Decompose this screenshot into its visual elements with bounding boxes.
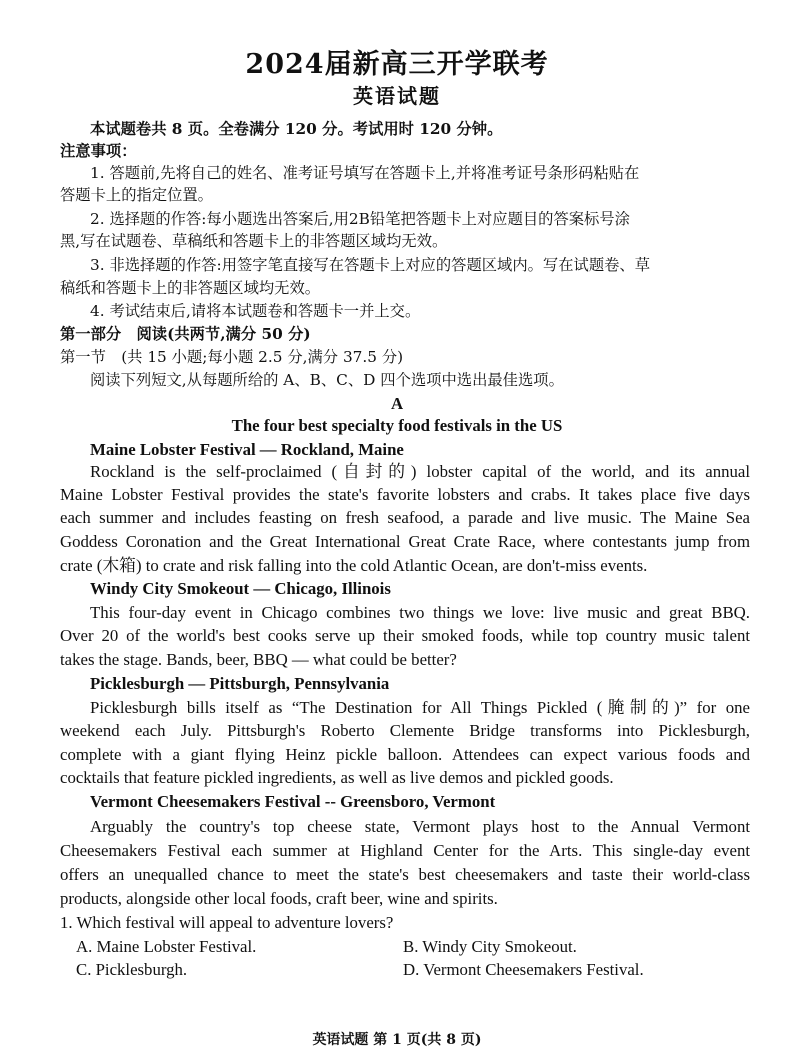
paragraph-line: This four-day event in Chicago combines two things we love: live music and great BBQ. xyxy=(90,603,750,622)
notice-line: 3. 非选择题的作答:用签字笔直接写在答题卡上对应的答题区域内。写在试题卷、草 xyxy=(90,256,651,274)
notice-line: 黑,写在试题卷、草稿纸和答题卡上的非答题区域均无效。 xyxy=(60,232,448,250)
notice-heading: 注意事项： xyxy=(60,142,137,160)
paragraph-line: offers an unequalled chance to meet the state's best cheesemakers and taste their world-class xyxy=(60,865,750,884)
notice-line: 4. 考试结束后,请将本试题卷和答题卡一并上交。 xyxy=(90,302,421,320)
paragraph-line: each summer and includes feasting on fresh seafood, a parade and live music. The Maine Sea xyxy=(60,508,750,527)
paragraph-line: Picklesburgh bills itself as “The Destination for All Things Pickled (腌制的)” for one xyxy=(90,698,750,717)
festival-heading: Picklesburgh — Pittsburgh, Pennsylvania xyxy=(90,674,390,693)
part-heading: 第一部分 阅读(共两节,满分 50 分) xyxy=(60,325,311,343)
option-b: B. Windy City Smokeout. xyxy=(403,937,577,956)
option-d: D. Vermont Cheesemakers Festival. xyxy=(403,960,644,979)
section-instruction: 阅读下列短文,从每题所给的 A、B、C、D 四个选项中选出最佳选项。 xyxy=(90,371,564,389)
option-a: A. Maine Lobster Festival. xyxy=(76,937,257,956)
paragraph-line: Cheesemakers Festival each summer at Highland Center for the Arts. This single-day event xyxy=(60,841,750,860)
paragraph-line: Goddess Coronation and the Great International Great Crate Race, where contestants jump from xyxy=(60,532,750,551)
notice-line: 2. 选择题的作答:每小题选出答案后,用2B铅笔把答题卡上对应题目的答案标号涂 xyxy=(90,210,630,228)
passage-letter: A xyxy=(390,394,404,413)
notice-line: 稿纸和答题卡上的非答题区域均无效。 xyxy=(60,279,321,297)
question-stem: 1. Which festival will appeal to adventure lovers? xyxy=(60,913,394,932)
festival-heading: Vermont Cheesemakers Festival -- Greensboro, Vermont xyxy=(90,792,496,811)
exam-intro: 本试题卷共 8 页。全卷满分 120 分。考试用时 120 分钟。 xyxy=(90,120,503,138)
option-c: C. Picklesburgh. xyxy=(76,960,188,979)
paragraph-line: takes the stage. Bands, beer, BBQ — what could be better? xyxy=(60,650,457,669)
notice-line: 答题卡上的指定位置。 xyxy=(60,186,213,204)
passage-title: The four best specialty food festivals in the US xyxy=(231,416,563,435)
paragraph-line: weekend each July. Pittsburgh's Roberto Clemente Bridge transforms into Picklesburgh, xyxy=(60,721,750,740)
paragraph-line: Over 20 of the world's best cooks serve up their smoked foods, while top country music talent xyxy=(60,626,750,645)
paragraph-line: Rockland is the self-proclaimed (自封的) lobster capital of the world, and its annual xyxy=(90,462,750,481)
festival-heading: Maine Lobster Festival — Rockland, Maine xyxy=(90,440,404,459)
paragraph-line: Maine Lobster Festival provides the state's favorite lobsters and crabs. It takes place five days xyxy=(60,485,750,504)
paragraph-line: products, alongside other local foods, craft beer, wine and spirits. xyxy=(60,889,498,908)
paragraph-line: crate (木箱) to crate and risk falling into the cold Atlantic Ocean, are don't-miss events. xyxy=(60,556,648,575)
paragraph-line: cocktails that feature pickled ingredients, as well as live demos and pickled goods. xyxy=(60,768,614,787)
page-footer: 英语试题 第 1 页(共 8 页) xyxy=(312,1032,482,1048)
festival-heading: Windy City Smokeout — Chicago, Illinois xyxy=(90,579,391,598)
paragraph-line: Arguably the country's top cheese state, Vermont plays host to the Annual Vermont xyxy=(90,817,750,836)
paragraph-line: complete with a giant flying Heinz pickle balloon. Attendees can expect various foods and xyxy=(60,745,750,764)
notice-line: 1. 答题前,先将自己的姓名、准考证号填写在答题卡上,并将准考证号条形码粘贴在 xyxy=(90,164,640,182)
exam-subtitle: 英语试题 xyxy=(353,84,441,108)
section-heading: 第一节 (共 15 小题;每小题 2.5 分,满分 37.5 分) xyxy=(60,348,404,366)
exam-title: 2024届新高三开学联考 xyxy=(245,49,549,80)
